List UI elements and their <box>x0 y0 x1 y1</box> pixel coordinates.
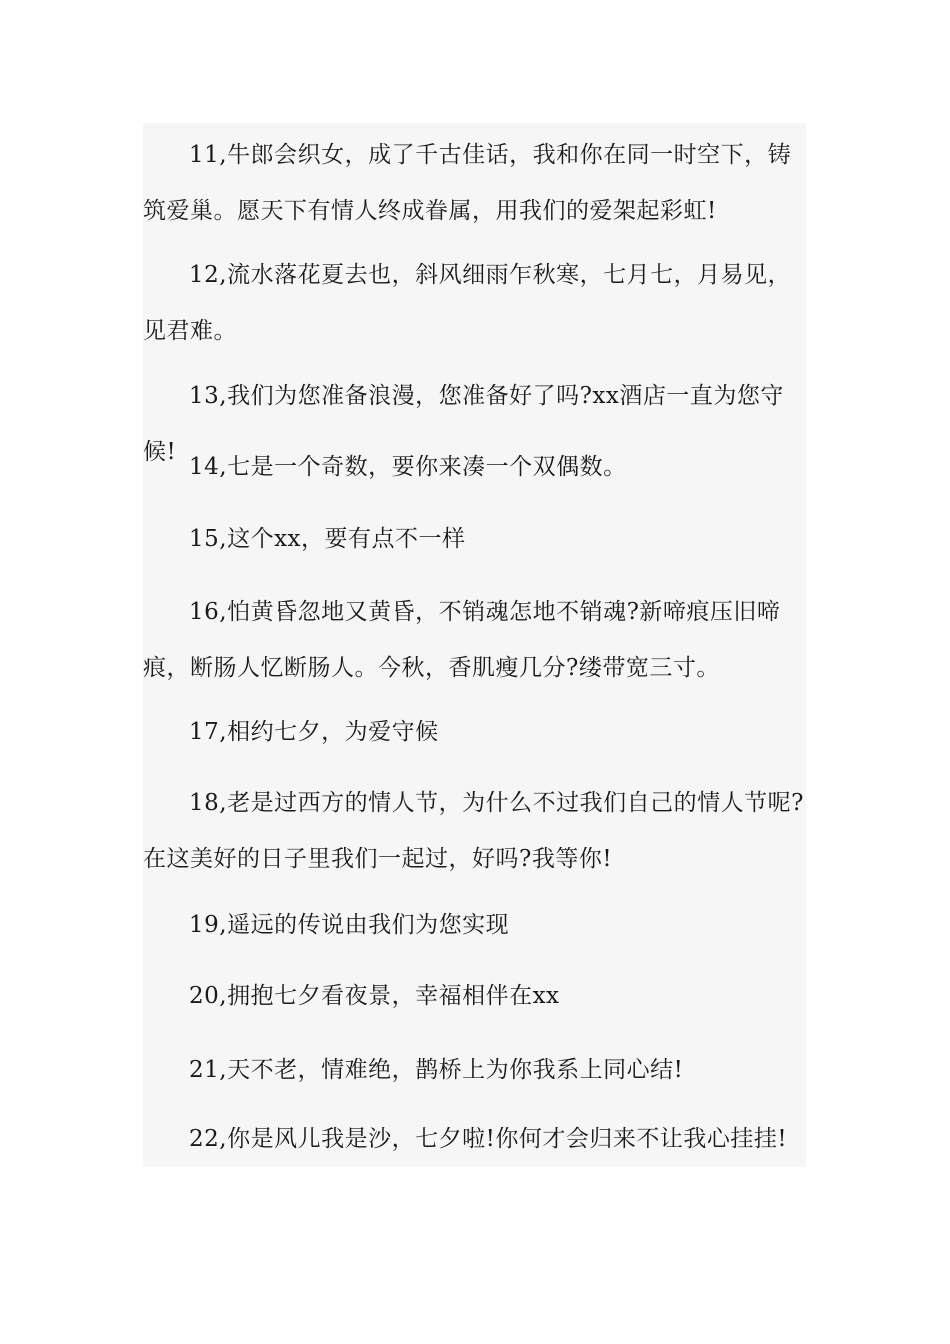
paragraph-20: 20,拥抱七夕看夜景，幸福相伴在xx <box>189 983 560 1009</box>
paragraph-14: 14,七是一个奇数，要你来凑一个双偶数。 <box>189 454 627 480</box>
paragraph-18: 18,老是过西方的情人节，为什么不过我们自己的情人节呢?在这美好的日子里我们一起过，好吗?我等你! <box>143 790 804 872</box>
paragraph-12: 12,流水落花夏去也，斜风细雨乍秋寒，七月七，月易见，见君难。 <box>143 262 792 344</box>
paragraph-19: 19,遥远的传说由我们为您实现 <box>189 912 510 938</box>
paragraph-21: 21,天不老，情难绝，鹊桥上为你我系上同心结! <box>189 1057 684 1083</box>
content-block <box>143 123 806 1167</box>
paragraph-13: 13,我们为您准备浪漫，您准备好了吗?xx酒店一直为您守候! <box>143 383 784 465</box>
paragraph-16: 16,怕黄昏忽地又黄昏，不销魂怎地不销魂?新啼痕压旧啼痕，断肠人忆断肠人。今秋，香肌瘦几分?缕带宽三寸。 <box>143 599 781 681</box>
paragraph-17: 17,相约七夕，为爱守候 <box>189 719 439 745</box>
paragraph-22: 22,你是风儿我是沙，七夕啦!你何才会归来不让我心挂挂! <box>189 1126 788 1152</box>
paragraph-11: 11,牛郎会织女，成了千古佳话，我和你在同一时空下，铸筑爱巢。愿天下有情人终成眷属，用我们的爱架起彩虹! <box>143 142 792 224</box>
paragraph-15: 15,这个xx，要有点不一样 <box>189 526 466 552</box>
